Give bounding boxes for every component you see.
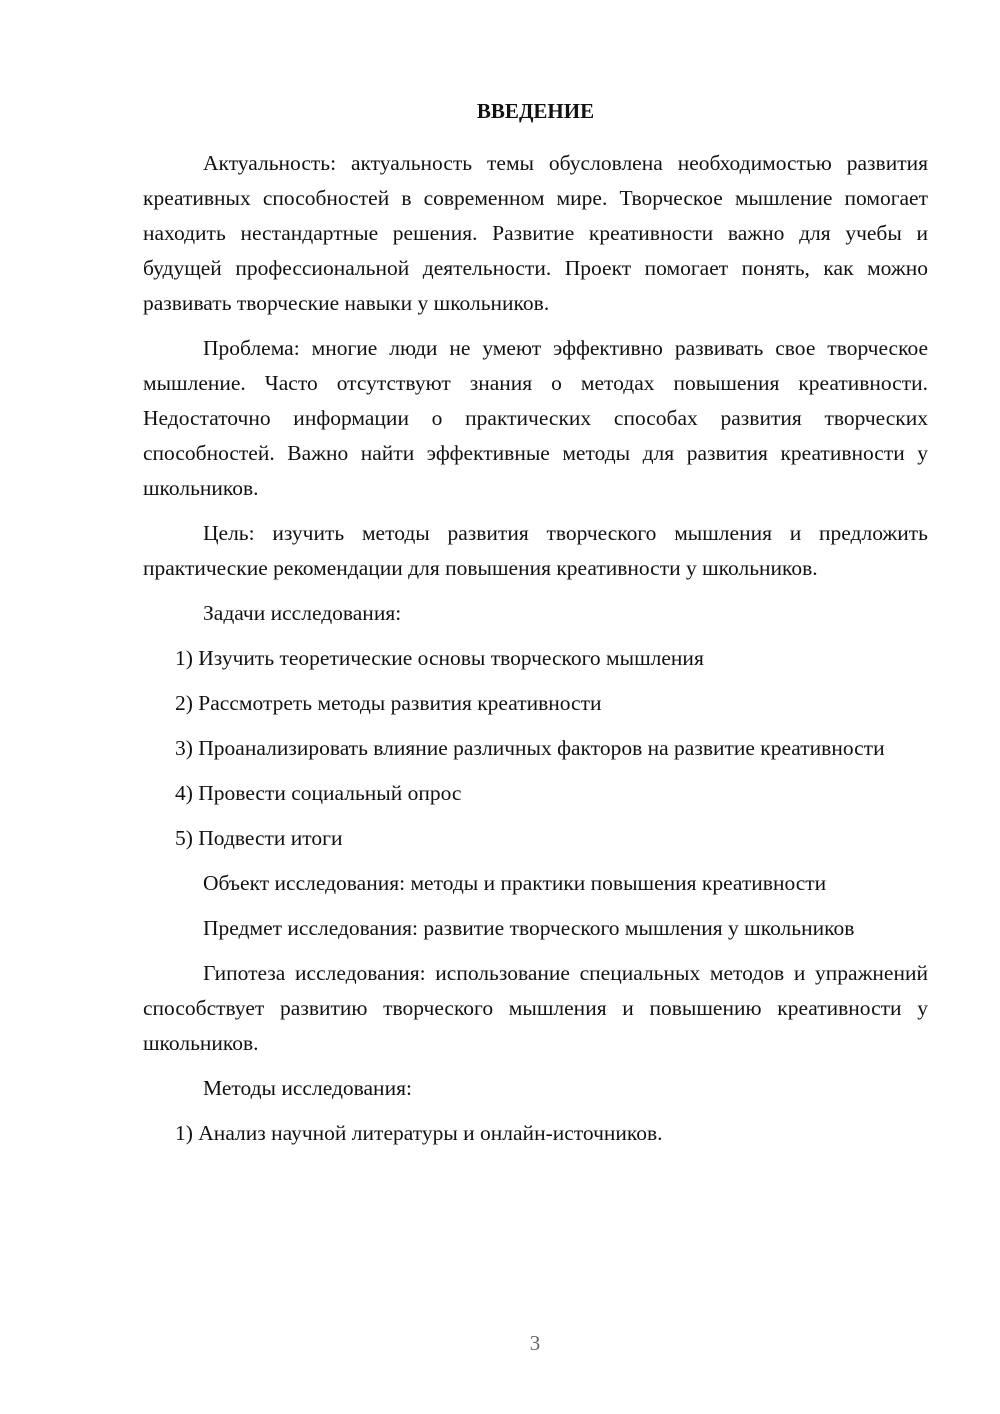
goal-paragraph: Цель: изучить методы развития творческого мышления и предложить практические рекомендации для повышения креативности у школьников. xyxy=(143,521,928,580)
task-item-1: 1) Изучить теоретические основы творческого мышления xyxy=(175,646,704,670)
section-title: ВВЕДЕНИЕ xyxy=(476,99,595,123)
page-number: 3 xyxy=(529,1331,541,1355)
document-page xyxy=(143,92,928,1161)
problem-paragraph: Проблема: многие люди не умеют эффективно развивать свое творческое мышление. Часто отсутствуют знания о методах повышения креативности. Недостаточно информации о практических способах развития творческих способностей. Важно найти эффективные методы для развития креативности у школьников. xyxy=(143,336,928,500)
relevance-paragraph: Актуальность: актуальность темы обусловлена необходимостью развития креативных способностей в современном мире. Творческое мышление помогает находить нестандартные решения. Развитие креативности важно для учебы и будущей профессиональной деятельности. Проект помогает понять, как можно развивать творческие навыки у школьников. xyxy=(143,151,928,315)
methods-heading: Методы исследования: xyxy=(203,1076,412,1100)
tasks-heading: Задачи исследования: xyxy=(203,601,402,625)
task-item-4: 4) Провести социальный опрос xyxy=(175,781,462,805)
hypothesis-paragraph: Гипотеза исследования: использование специальных методов и упражнений способствует развитию творческого мышления и повышению креативности у школьников. xyxy=(143,961,928,1055)
subject-paragraph: Предмет исследования: развитие творческого мышления у школьников xyxy=(203,916,855,940)
task-item-3: 3) Проанализировать влияние различных факторов на развитие креативности xyxy=(175,736,885,760)
task-item-2: 2) Рассмотреть методы развития креативности xyxy=(175,691,602,715)
object-paragraph: Объект исследования: методы и практики повышения креативности xyxy=(203,871,827,895)
task-item-5: 5) Подвести итоги xyxy=(175,826,343,850)
method-item-1: 1) Анализ научной литературы и онлайн-источников. xyxy=(175,1121,663,1145)
